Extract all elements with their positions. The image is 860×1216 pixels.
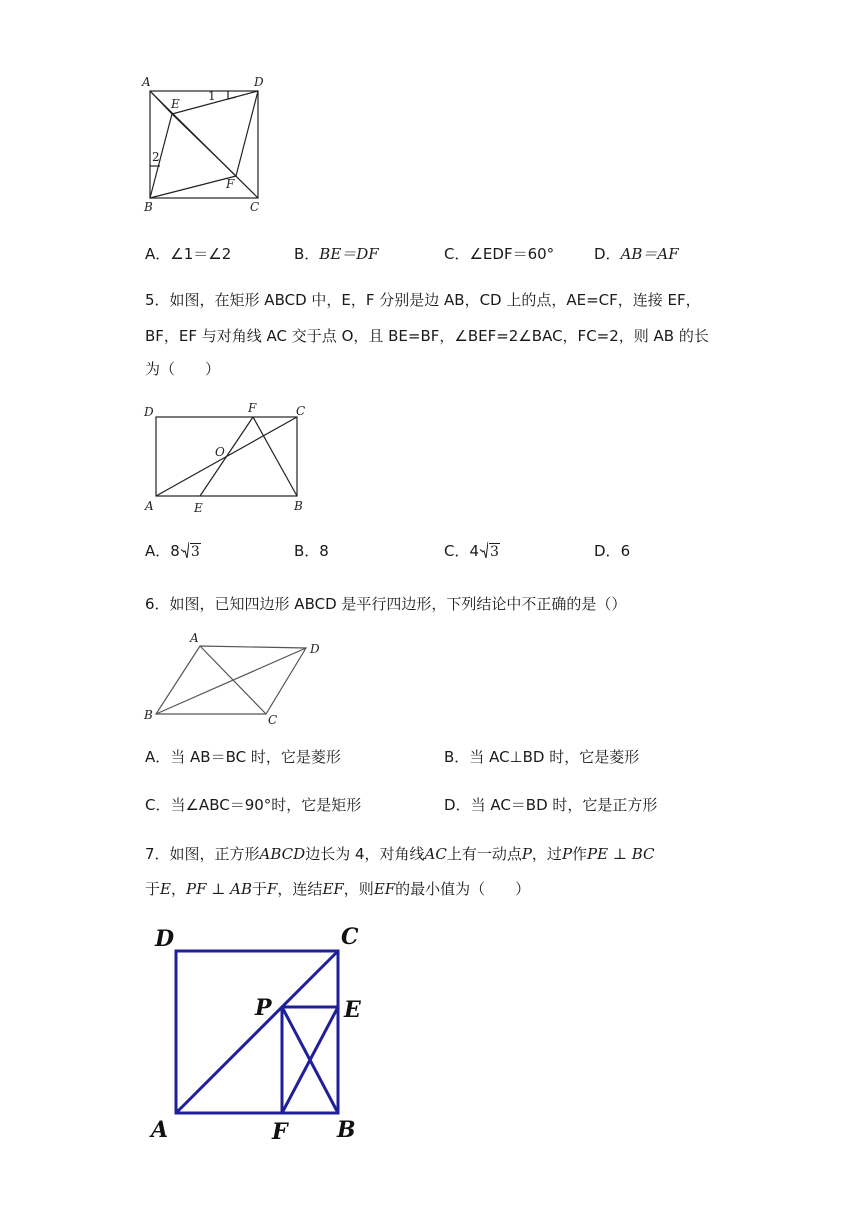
q4-label-2: 2 xyxy=(152,150,160,164)
q5-stem-line-1: 5．如图，在矩形 ABCD 中，E，F 分别是边 AB，CD 上的点，AE=CF，连接 EF， xyxy=(145,291,701,309)
q5-label-e: E xyxy=(194,501,203,515)
q5-figure xyxy=(140,398,320,518)
q7-l2-d: PF ⊥ AB xyxy=(185,880,252,898)
q4-option-b-letter: B． xyxy=(294,245,320,263)
q5-option-c-coef: 4 xyxy=(469,542,480,560)
q5-label-c: C xyxy=(296,404,306,418)
q4-label-1: 1 xyxy=(208,89,216,103)
q5-option-d-text: 6 xyxy=(620,542,631,560)
q7-l1-f: P xyxy=(521,845,532,863)
q5-option-c[interactable] xyxy=(444,540,500,563)
q7-figure xyxy=(145,920,385,1150)
q7-l2-c: ， xyxy=(170,880,186,898)
q7-l2-h: EF xyxy=(322,880,344,898)
q7-l2-i: ，则 xyxy=(343,880,374,898)
q4-option-d-letter: D． xyxy=(594,245,621,263)
q6-option-c-letter: C． xyxy=(145,796,171,814)
q6-stem: 6．如图，已知四边形 ABCD 是平行四边形，下列结论中不正确的是（） xyxy=(145,595,627,613)
q7-l2-e: 于 xyxy=(251,880,267,898)
q7-l2-g: ，连结 xyxy=(277,880,323,898)
q7-l1-a: 7．如图，正方形 xyxy=(145,845,260,863)
q7-stem-line-1 xyxy=(145,843,655,865)
q6-label-c: C xyxy=(268,713,278,727)
q7-l1-e: 上有一动点 xyxy=(446,845,522,863)
q7-l1-h: P xyxy=(561,845,573,863)
q7-l2-j: EF xyxy=(373,880,396,898)
q7-stem-line-2 xyxy=(145,878,530,900)
q5-option-a[interactable] xyxy=(145,540,201,563)
q7-l2-b: E xyxy=(160,880,171,898)
q4-label-f: F xyxy=(226,177,235,191)
q4-label-b: B xyxy=(144,200,153,214)
q7-label-b: B xyxy=(337,1117,356,1143)
q6-option-d-letter: D． xyxy=(444,796,471,814)
q5-option-a-sqrt xyxy=(180,540,201,563)
q7-l1-j: PE ⊥ BC xyxy=(587,845,655,863)
q7-label-c: C xyxy=(341,924,359,950)
q7-l2-a: 于 xyxy=(145,880,161,898)
q7-l2-k: 的最小值为（ ） xyxy=(395,880,531,898)
q4-option-c[interactable] xyxy=(444,243,554,265)
q5-option-c-letter: C． xyxy=(444,542,470,560)
q5-option-d[interactable] xyxy=(594,540,630,562)
q6-option-c[interactable] xyxy=(145,794,361,816)
q7-l2-f: F xyxy=(267,880,278,898)
q5-option-a-coef: 8 xyxy=(170,542,180,560)
q6-option-c-text: 当∠ABC＝90°时，它是矩形 xyxy=(170,796,362,814)
q7-l1-b: ABCD xyxy=(259,845,306,863)
q4-option-a[interactable] xyxy=(145,243,231,265)
q6-option-a[interactable] xyxy=(145,746,341,768)
q6-figure xyxy=(140,628,340,728)
q5-option-b-text: 8 xyxy=(319,542,329,560)
q4-option-a-text: ∠1＝∠2 xyxy=(170,245,232,263)
q6-label-a: A xyxy=(190,631,199,645)
q4-label-d: D xyxy=(254,75,264,89)
q7-label-d: D xyxy=(155,926,175,952)
q6-option-b-text: 当 AC⊥BD 时，它是菱形 xyxy=(469,748,640,766)
q7-l1-g: ，过 xyxy=(531,845,562,863)
q5-option-c-radicand: 3 xyxy=(490,544,499,560)
q5-option-b[interactable] xyxy=(294,540,329,562)
q4-option-b[interactable] xyxy=(294,243,379,265)
q5-label-o: O xyxy=(215,445,225,459)
q6-option-d-text: 当 AC＝BD 时，它是正方形 xyxy=(470,796,658,814)
q6-option-a-letter: A． xyxy=(145,748,171,766)
q7-label-f: F xyxy=(272,1119,288,1145)
q4-option-d[interactable] xyxy=(594,243,679,265)
q5-option-b-letter: B． xyxy=(294,542,320,560)
q6-option-a-text: 当 AB＝BC 时，它是菱形 xyxy=(170,748,341,766)
q7-label-a: A xyxy=(151,1117,169,1143)
q5-label-f: F xyxy=(248,401,257,415)
q7-l1-i: 作 xyxy=(572,845,588,863)
q5-label-b: B xyxy=(294,499,303,513)
q5-option-d-letter: D． xyxy=(594,542,621,560)
q7-l1-d: AC xyxy=(424,845,447,863)
q4-option-b-text: BE＝DF xyxy=(319,245,379,263)
q4-label-e: E xyxy=(171,97,180,111)
q4-option-c-letter: C． xyxy=(444,245,470,263)
q6-option-d[interactable] xyxy=(444,794,657,816)
q4-option-d-text: AB＝AF xyxy=(620,245,679,263)
q5-option-c-sqrt xyxy=(479,540,500,563)
q4-label-a: A xyxy=(142,75,151,89)
q5-label-d: D xyxy=(144,405,154,419)
q5-label-a: A xyxy=(145,499,154,513)
q4-figure xyxy=(140,70,280,220)
q4-option-c-text: ∠EDF＝60° xyxy=(469,245,555,263)
q5-option-a-radicand: 3 xyxy=(190,544,200,560)
q5-stem-line-2: BF，EF 与对角线 AC 交于点 O，且 BE=BF，∠BEF=2∠BAC，FC=2，则 AB 的长 xyxy=(145,327,709,345)
q6-option-b-letter: B． xyxy=(444,748,470,766)
q4-option-a-letter: A． xyxy=(145,245,171,263)
q7-label-e: E xyxy=(344,997,361,1023)
q4-label-c: C xyxy=(250,200,260,214)
q5-option-a-letter: A． xyxy=(145,542,171,560)
q6-label-d: D xyxy=(310,642,320,656)
q7-label-p: P xyxy=(255,995,272,1021)
q6-label-b: B xyxy=(144,708,153,722)
q7-l1-c: 边长为 4，对角线 xyxy=(305,845,425,863)
q6-option-b[interactable] xyxy=(444,746,639,768)
q5-stem-line-3: 为（ ） xyxy=(145,360,221,378)
